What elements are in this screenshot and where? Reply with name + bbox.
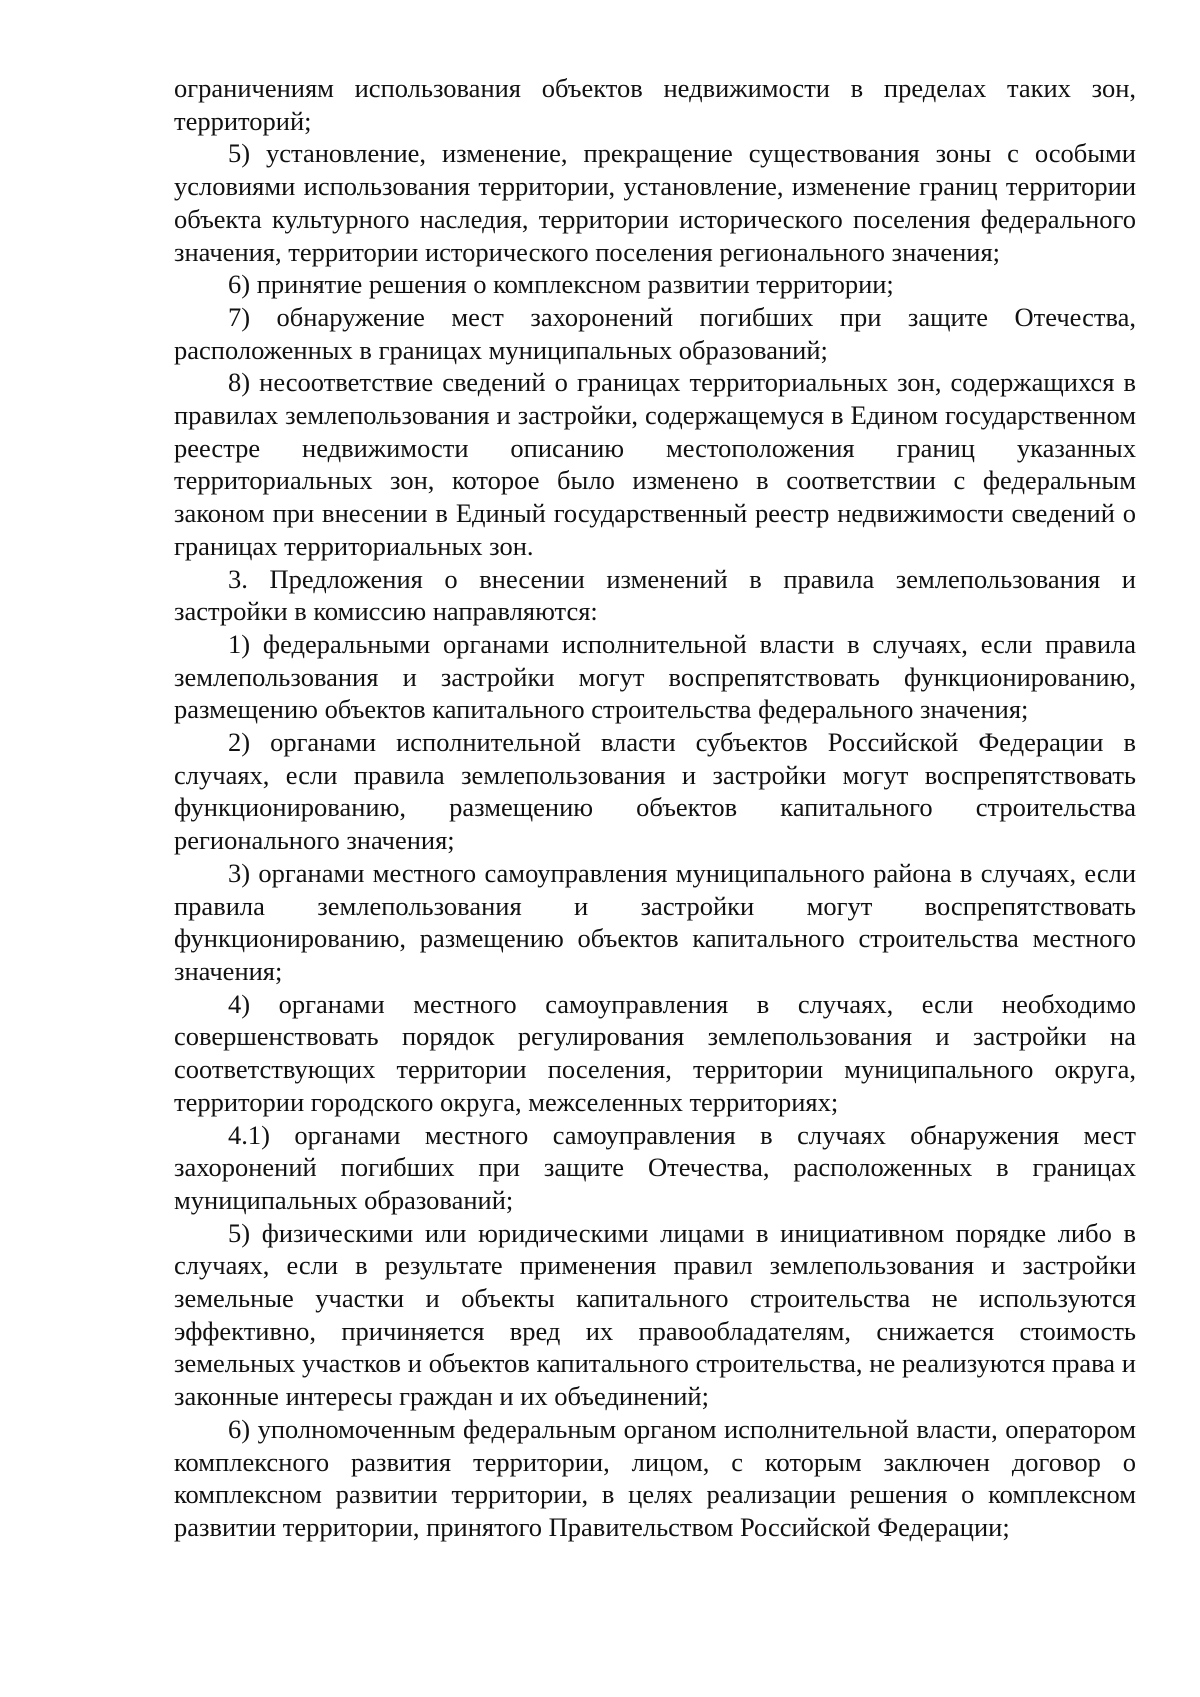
paragraph-proposer-2: 2) органами исполнительной власти субъектов Российской Федерации в случаях, если правила землепользования и застройки могут воспрепятствовать функционированию, размещению объектов капитального строительства регионального значения;: [174, 727, 1136, 856]
paragraph-proposer-3: 3) органами местного самоуправления муниципального района в случаях, если правила землепользования и застройки могут воспрепятствовать функционированию, размещению объектов капитального строительства местного значения;: [174, 857, 1136, 986]
paragraph-proposer-4: 4) органами местного самоуправления в случаях, если необходимо совершенствовать порядок регулирования землепользования и застройки на соответствующих территории поселения, территории муниципального округа, территории городского округа, межселенных территориях;: [174, 988, 1136, 1117]
paragraph-item-5-zone: 5) установление, изменение, прекращение существования зоны с особыми условиями использования территории, установление, изменение границ территории объекта культурного наследия, территории исторического поселения федерального значения, территории исторического поселения регионального значения;: [174, 138, 1136, 267]
paragraph-proposer-4-1: 4.1) органами местного самоуправления в случаях обнаружения мест захоронений погибших при защите Отечества, расположенных в границах муниципальных образований;: [174, 1119, 1136, 1215]
paragraph-item-6-decision: 6) принятие решения о комплексном развитии территории;: [228, 269, 894, 300]
document-body: [174, 72, 1136, 1544]
paragraph-proposer-1: 1) федеральными органами исполнительной власти в случаях, если правила землепользования и застройки могут воспрепятствовать функционированию, размещению объектов капитального строительства федерального значения;: [174, 628, 1136, 725]
paragraph-item-8-mismatch: 8) несоответствие сведений о границах территориальных зон, содержащихся в правилах землепользования и застройки, содержащемуся в Едином государственном реестре недвижимости описанию местоположения границ указанных территориальных зон, которое было изменено в соответствии с федеральным законом при внесении в Единый государственный реестр недвижимости сведений о границах территориальных зон.: [174, 367, 1136, 561]
paragraph-item-7-burials: 7) обнаружение мест захоронений погибших при защите Отечества, расположенных в границах муниципальных образований;: [174, 301, 1136, 365]
paragraph-proposer-6: 6) уполномоченным федеральным органом исполнительной власти, оператором комплексного развития территории, лицом, с которым заключен договор о комплексном развитии территории, в целях реализации решения о комплексном развитии территории, принятого Правительством Российской Федерации;: [174, 1413, 1136, 1542]
paragraph-section-3: 3. Предложения о внесении изменений в правила землепользования и застройки в комиссию направляются:: [174, 563, 1136, 627]
paragraph-continuation: ограничениям использования объектов недвижимости в пределах таких зон, территорий;: [174, 73, 1136, 136]
paragraph-proposer-5: 5) физическими или юридическими лицами в инициативном порядке либо в случаях, если в результате применения правил землепользования и застройки земельные участки и объекты капитального строительства не используются эффективно, причиняется вред их правообладателям, снижается стоимость земельных участков и объектов капитального строительства, не реализуются права и законные интересы граждан и их объединений;: [174, 1217, 1136, 1412]
